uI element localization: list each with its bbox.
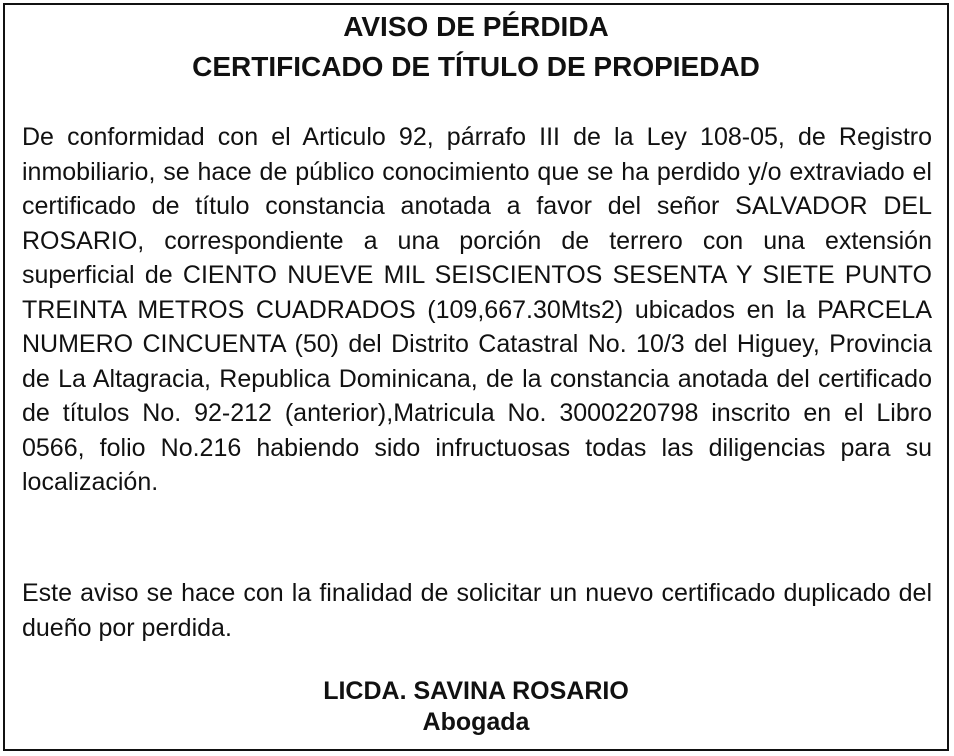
notice-paragraph-purpose: Este aviso se hace con la finalidad de solicitar un nuevo certificado duplicado del dueño por perdida. [22, 579, 932, 642]
notice-title: AVISO DE PÉRDIDA [343, 11, 609, 42]
signatory-role: Abogada [422, 708, 530, 736]
notice-frame [3, 3, 949, 751]
notice-paragraph-main: De conformidad con el Articulo 92, párrafo III de la Ley 108-05, de Registro inmobiliario, se hace de público conocimiento que se ha perdido y/o extraviado el certificado de título constancia anotada a favor del señor SALVADOR DEL ROSARIO, correspondiente a una porción de terrero con una extensión superficial de CIENTO NUEVE MIL SEISCIENTOS SESENTA Y SIETE PUNTO TREINTA METROS CUADRADOS (109,667.30Mts2) ubicados en la PARCELA NUMERO CINCUENTA (50) del Distrito Catastral No. 10/3 del Higuey, Provincia de La Altagracia, Republica Dominicana, de la constancia anotada del certificado de títulos No. 92-212 (anterior),Matricula No. 3000220798 inscrito en el Libro 0566, folio No.216 habiendo sido infructuosas todas las diligencias para su localización. [22, 123, 932, 496]
notice-subtitle: CERTIFICADO DE TÍTULO DE PROPIEDAD [192, 51, 760, 82]
signatory-name: LICDA. SAVINA ROSARIO [323, 677, 629, 705]
